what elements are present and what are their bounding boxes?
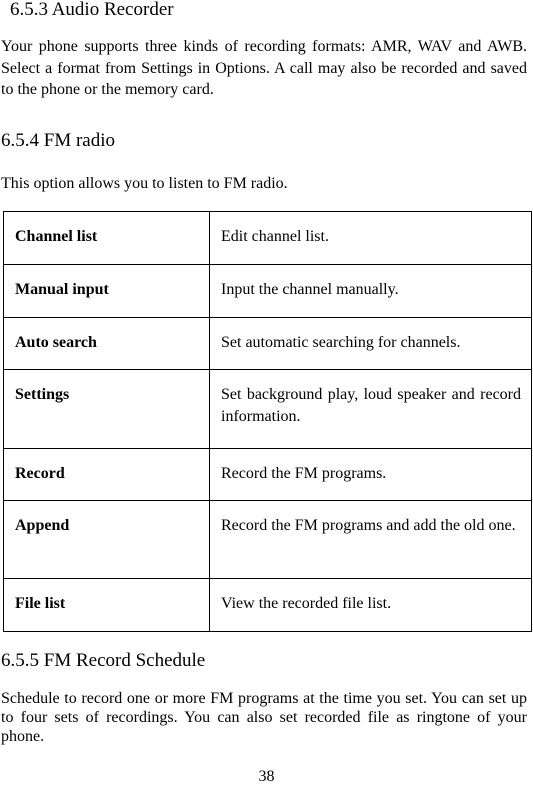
option-description: View the recorded file list. [210, 579, 532, 632]
fm-options-table [3, 211, 532, 632]
fm-record-schedule-heading: 6.5.5 FM Record Schedule [1, 650, 206, 671]
option-name: Manual input [4, 265, 210, 318]
option-name: Channel list [4, 212, 210, 265]
option-description: Record the FM programs. [210, 449, 532, 501]
option-name: File list [4, 579, 210, 632]
page-number: 38 [258, 768, 275, 785]
option-description: Input the channel manually. [210, 265, 532, 318]
fm-radio-paragraph: This option allows you to listen to FM radio. [1, 175, 288, 192]
fm-record-schedule-paragraph: Schedule to record one or more FM programs at the time you set. You can set up to four sets of recordings. You can also set recorded file as ringtone of your phone. [1, 690, 527, 745]
fm-radio-heading: 6.5.4 FM radio [1, 130, 115, 151]
option-description: Record the FM programs and add the old one. [210, 501, 532, 579]
option-name: Record [4, 449, 210, 501]
option-description: Set automatic searching for channels. [210, 318, 532, 370]
audio-recorder-paragraph: Your phone supports three kinds of recording formats: AMR, WAV and AWB. Select a format from Settings in Options. A call may also be recorded and saved to the phone or the memory card. [1, 38, 527, 98]
option-name: Append [4, 501, 210, 579]
table-row [4, 265, 532, 318]
option-description: Edit channel list. [210, 212, 532, 265]
table-row [4, 212, 532, 265]
option-description: Set background play, loud speaker and record information. [210, 370, 532, 449]
option-name: Auto search [4, 318, 210, 370]
audio-recorder-heading: 6.5.3 Audio Recorder [10, 0, 174, 20]
table-row [4, 449, 532, 501]
table-row [4, 579, 532, 632]
table-row [4, 318, 532, 370]
table-row [4, 501, 532, 579]
option-name: Settings [4, 370, 210, 449]
table-row [4, 370, 532, 449]
